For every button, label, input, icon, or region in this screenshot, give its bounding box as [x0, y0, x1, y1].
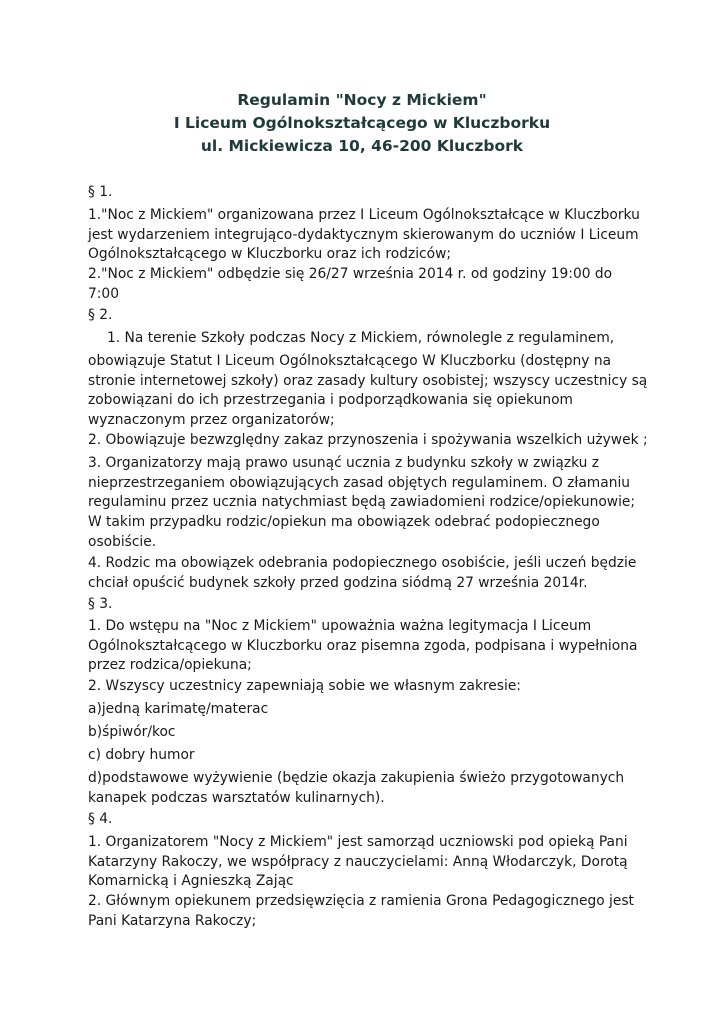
section-2-point-1: 1. Na terenie Szkoły podczas Nocy z Mickiem, równolegle z regulaminem,: [107, 330, 615, 346]
section-4-heading: § 4.: [88, 811, 113, 827]
document-title-line-3: ul. Mickiewicza 10, 46-200 Kluczbork: [200, 137, 524, 155]
section-2-point-3: 3. Organizatorzy mają prawo usunąć ucznia z budynku szkoły w związku z nieprzestrzeganiem obowiązujących zasad objętych regulaminem. O złamaniu regulaminu przez ucznia natychmiast będą zawiadomieni rodzice/opiekunowie;: [88, 455, 636, 510]
section-2-point-1-continuation: obowiązuje Statut I Liceum Ogólnokształcącego W Kluczborku (dostępny na stronie internetowej szkoły) oraz zasady kultury osobistej; wszyscy uczestnicy są zobowiązani do ich przestrzegania i podporządkowania się opiekunom wyznaczonym przez organizatorów;: [88, 353, 648, 428]
section-2-point-2: 2. Obowiązuje bezwzględny zakaz przynoszenia i spożywania wszelkich używek ;: [88, 432, 648, 448]
section-1-point-2: 2."Noc z Mickiem" odbędzie się 26/27 września 2014 r. od godziny 19:00 do 7:00: [88, 266, 613, 302]
section-3-item-c: c) dobry humor: [88, 747, 195, 763]
document-title-line-2: I Liceum Ogólnokształcącego w Kluczborku: [173, 114, 551, 132]
document-title-line-1: Regulamin "Nocy z Mickiem": [237, 91, 487, 109]
section-3-item-b: b)śpiwór/koc: [88, 724, 176, 740]
section-3-point-1: 1. Do wstępu na "Noc z Mickiem" upoważnia ważna legitymacja I Liceum Ogólnokształcącego w Kluczborku oraz pisemna zgoda, podpisana i wypełniona przez rodzica/opiekuna;: [88, 618, 638, 673]
section-3-point-2: 2. Wszyscy uczestnicy zapewniają sobie we własnym zakresie:: [88, 678, 521, 694]
section-3-heading: § 3.: [88, 596, 113, 612]
section-3-item-a: a)jedną karimatę/materac: [88, 701, 269, 717]
section-1-point-1: 1."Noc z Mickiem" organizowana przez I Liceum Ogólnokształcące w Kluczborku jest wydarzeniem integrująco-dydaktycznym skierowanym do uczniów I Liceum Ogólnokształcącego w Kluczborku oraz ich rodziców;: [88, 207, 640, 262]
section-2-point-4: 4. Rodzic ma obowiązek odebrania podopiecznego osobiście, jeśli uczeń będzie chciał opuścić budynek szkoły przed godzina siódmą 27 września 2014r.: [88, 555, 637, 591]
section-3-item-d: d)podstawowe wyżywienie (będzie okazja zakupienia świeżo przygotowanych kanapek podczas warsztatów kulinarnych).: [88, 770, 625, 806]
section-2-point-3-note: W takim przypadku rodzic/opiekun ma obowiązek odebrać podopiecznego osobiście.: [88, 514, 600, 550]
section-4-point-1: 1. Organizatorem "Nocy z Mickiem" jest samorząd uczniowski pod opieką Pani Katarzyny Rakoczy, we współpracy z nauczycielami: Anną Włodarczyk, Dorotą Komarnicką i Agnieszką Zając: [88, 834, 628, 889]
section-2-heading: § 2.: [88, 307, 113, 323]
section-1-heading: § 1.: [88, 184, 113, 200]
section-4-point-2: 2. Głównym opiekunem przedsięwzięcia z ramienia Grona Pedagogicznego jest Pani Katarzyna Rakoczy;: [88, 893, 634, 929]
